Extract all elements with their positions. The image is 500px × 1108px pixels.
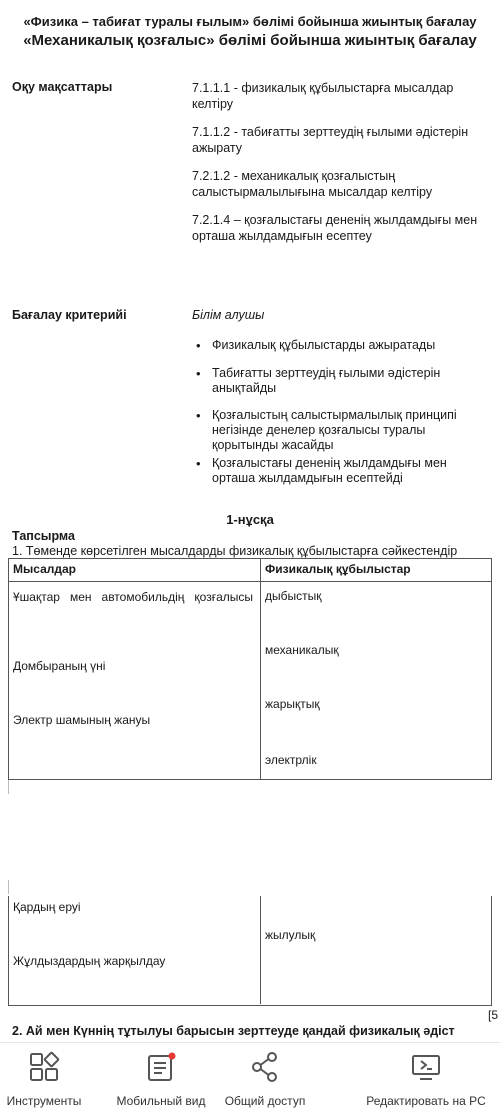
phenomenon-4: электрлік [265,753,317,767]
phenomenon-2: механикалық [265,643,339,657]
share-button[interactable] [205,1050,325,1108]
edit-on-pc-label: Редактировать на PC [366,1094,486,1108]
tools-label: Инструменты [6,1094,82,1108]
objective-2: 7.1.1.2 - табиғатты зерттеудің ғылыми әдістерін ажырату [192,125,469,155]
objective-3: 7.2.1.2 - механикалық қозғалыстың салыстырмалылығына мысалдар келтіру [192,169,433,199]
criteria-intro: Білім алушы [192,308,265,322]
phenomenon-1: дыбыстық [265,589,322,603]
edit-on-pc-button[interactable] [352,1050,500,1108]
tools-button[interactable] [0,1050,104,1108]
criterion-1: • Физикалық құбылыстарды ажыратады [212,338,487,353]
score-mark: [5 [488,1008,499,1022]
table-header-line [9,581,491,582]
criterion-3: • Қозғалыстың салыстырмалылық принципі негізінде денелер қозғалысы туралы қорытынды жасайды [212,408,487,453]
example-2: Домбыраның үні [13,659,106,673]
match-table-continued [8,896,492,1006]
variant-heading: 1-нұсқа [226,512,274,527]
question-1: 1. Төменде көрсетілген мысалдарды физикалық құбылыстарға сәйкестендір [12,544,458,558]
example-5: Жұлдыздардың жарқылдау [13,954,166,968]
objectives-label: Оқу мақсаттары [12,80,113,94]
criteria-label: Бағалау критерийі [12,308,127,322]
match-table [8,558,492,780]
mobile-view-label: Мобильный вид [116,1094,206,1108]
table-divider [260,559,261,779]
share-label: Общий доступ [224,1094,306,1108]
page-corner-mark [8,780,9,794]
mobile-view-button[interactable] [101,1050,221,1108]
phenomenon-3: жарықтық [265,697,320,711]
share-icon [248,1050,282,1084]
doc-title-2: «Механикалық қозғалыс» бөлімі бойынша жиынтық бағалау [23,32,477,49]
phenomenon-5: жылулық [265,928,316,942]
page-corner-mark [8,880,9,894]
example-1: Ұшақтар мен автомобильдің қозғалысы [13,590,253,604]
col-header-examples: Мысалдар [13,562,76,576]
tools-icon [27,1050,61,1084]
objective-1: 7.1.1.1 - физикалық құбылыстарға мысалдар келтіру [192,81,454,111]
mobile-view-icon [144,1050,178,1084]
table-divider [260,896,261,1004]
col-header-phenomena: Физикалық құбылыстар [265,562,411,576]
objective-4: 7.2.1.4 – қозғалыстағы дененің жылдамдығы мен орташа жылдамдығын есептеу [192,213,478,243]
example-4: Қардың еруі [13,900,81,914]
question-2: 2. Ай мен Күннің тұтылуы барысын зерттеуде қандай физикалық әдіст [12,1024,455,1038]
doc-title-1: «Физика – табиғат туралы ғылым» бөлімі бойынша жиынтық бағалау [23,14,477,29]
edit-on-pc-icon [409,1050,443,1084]
criterion-2: • Табиғатты зерттеудің ғылыми әдістерін анықтайды [212,366,487,396]
example-3: Электр шамының жануы [13,713,151,727]
task-label: Тапсырма [12,529,75,543]
criterion-4: • Қозғалыстағы дененің жылдамдығы мен орташа жылдамдығын есептейді [212,456,487,486]
